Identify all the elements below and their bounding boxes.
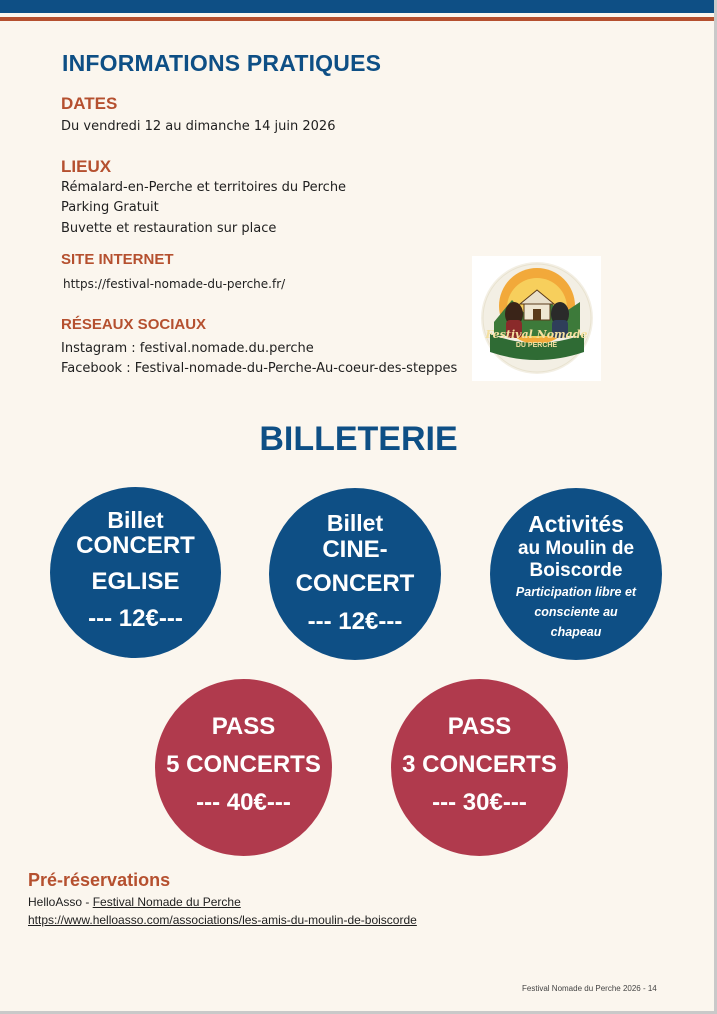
ticket-label: Billet <box>107 507 164 533</box>
logo-text-line1: Festival Nomade <box>485 328 588 341</box>
site-url-link[interactable]: https://festival-nomade-du-perche.fr/ <box>63 277 286 291</box>
lieux-heading: LIEUX <box>61 157 112 176</box>
social-heading: RÉSEAUX SOCIAUX <box>61 316 207 333</box>
page-title: INFORMATIONS PRATIQUES <box>62 50 382 76</box>
pass-3-concerts <box>391 679 568 856</box>
activites-note: consciente au <box>534 605 618 619</box>
ticket-concert-eglise <box>50 487 221 658</box>
helloasso-prefix: HelloAsso - <box>28 895 93 909</box>
lieux-line: Parking Gratuit <box>61 200 159 215</box>
instagram-text: Instagram : festival.nomade.du.perche <box>61 341 314 356</box>
ticket-price: --- 12€--- <box>307 608 403 635</box>
activites-label: au Moulin de <box>517 538 635 559</box>
activites-label: Boiscorde <box>529 560 623 581</box>
facebook-text: Facebook : Festival-nomade-du-Perche-Au-coeur-des-steppes <box>61 361 458 376</box>
ticket-cine-concert <box>269 488 441 660</box>
ticket-price: --- 12€--- <box>88 605 183 632</box>
ticket-label: Billet <box>326 510 384 536</box>
helloasso-line <box>28 895 241 909</box>
ticket-label: CINE- <box>322 536 388 563</box>
top-red-band <box>0 17 717 21</box>
billeterie-title: BILLETERIE <box>259 420 458 458</box>
top-blue-band <box>0 0 717 13</box>
logo-text-line2: DU PERCHE <box>515 342 558 349</box>
prereservations-heading: Pré-réservations <box>28 870 171 890</box>
pass-label: PASS <box>211 713 276 740</box>
activites-moulin <box>490 488 662 660</box>
activites-note: chapeau <box>550 625 602 639</box>
pass-5-concerts <box>155 679 332 856</box>
pass-label: PASS <box>447 713 512 740</box>
festival-logo <box>472 256 601 381</box>
activites-note: Participation libre et <box>515 585 637 599</box>
site-heading: SITE INTERNET <box>61 251 174 268</box>
ticket-label: CONCERT <box>76 532 195 559</box>
ticket-label: EGLISE <box>91 568 180 595</box>
pass-label: 5 CONCERTS <box>166 751 321 778</box>
activites-label: Activités <box>528 511 624 537</box>
helloasso-link[interactable]: Festival Nomade du Perche <box>92 895 241 909</box>
ticket-label: CONCERT <box>295 570 415 597</box>
lieux-line: Buvette et restauration sur place <box>61 221 277 236</box>
lieux-line: Rémalard-en-Perche et territoires du Perche <box>61 180 347 195</box>
helloasso-url-link[interactable]: https://www.helloasso.com/associations/les-amis-du-moulin-de-boiscorde <box>28 913 417 927</box>
dates-heading: DATES <box>61 94 118 113</box>
pass-price: --- 30€--- <box>432 789 527 816</box>
pass-price: --- 40€--- <box>196 789 291 816</box>
dates-text: Du vendredi 12 au dimanche 14 juin 2026 <box>61 119 336 134</box>
pass-label: 3 CONCERTS <box>402 751 557 778</box>
page-footer: Festival Nomade du Perche 2026 - 14 <box>522 984 657 993</box>
